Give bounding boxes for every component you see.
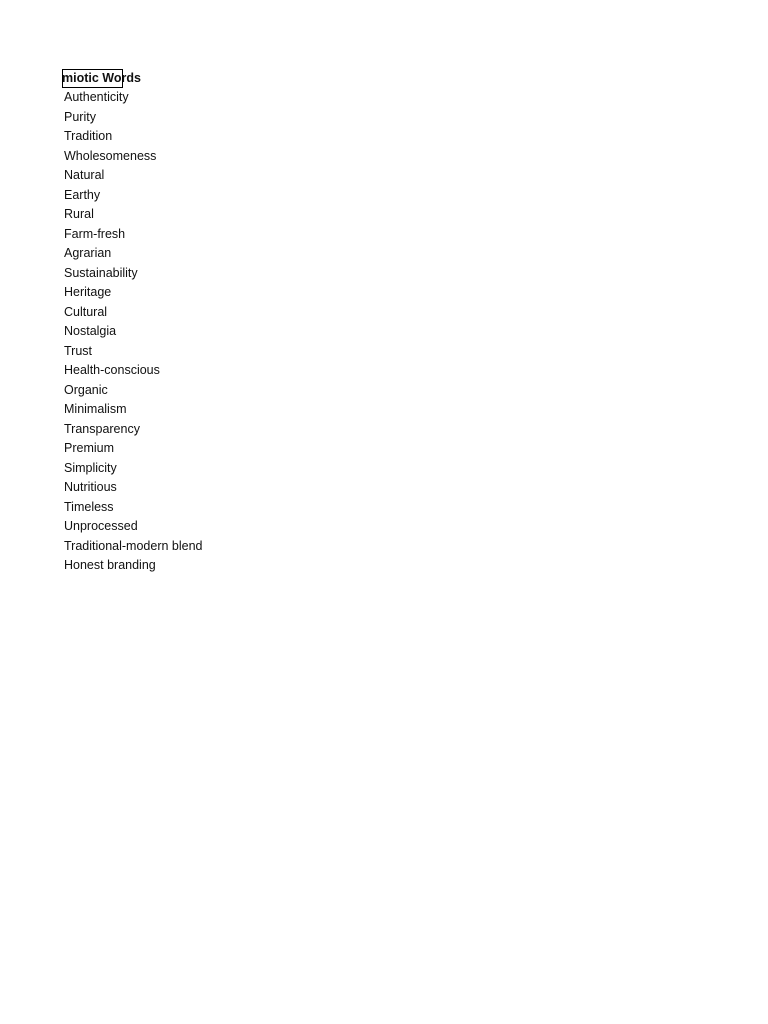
word-cell[interactable]: Cultural [64, 304, 108, 319]
word-cell[interactable]: Traditional-modern blend [64, 538, 203, 553]
word-cell[interactable]: Timeless [64, 499, 114, 514]
word-cell[interactable]: Natural [64, 168, 105, 182]
word-cell[interactable]: Purity [64, 109, 96, 124]
word-cell[interactable]: Health-conscious [64, 363, 160, 377]
word-cell[interactable]: Earthy [64, 187, 101, 202]
spreadsheet-column [64, 68, 724, 576]
word-list [64, 88, 724, 576]
word-cell[interactable]: Simplicity [64, 460, 117, 475]
word-cell[interactable]: Organic [64, 382, 108, 397]
word-cell[interactable]: Wholesomeness [64, 148, 157, 163]
word-cell[interactable]: Rural [64, 207, 94, 221]
word-cell[interactable]: Agrarian [64, 246, 112, 260]
word-cell[interactable]: Tradition [64, 129, 113, 143]
word-cell[interactable]: Transparency [64, 421, 140, 436]
word-cell[interactable]: Unprocessed [64, 519, 138, 533]
word-cell[interactable]: Nutritious [64, 480, 117, 494]
word-cell[interactable]: Authenticity [64, 90, 129, 104]
header-cell[interactable] [64, 68, 724, 88]
word-cell[interactable]: Farm-fresh [64, 226, 126, 241]
word-cell[interactable]: Sustainability [64, 265, 138, 280]
word-cell[interactable]: Premium [64, 441, 115, 455]
word-cell[interactable]: Minimalism [64, 402, 127, 416]
word-cell[interactable]: Heritage [64, 285, 112, 299]
word-cell[interactable]: Trust [64, 343, 93, 358]
column-heading: miotic Words [62, 71, 141, 85]
selected-cell-outline[interactable] [62, 69, 123, 88]
word-cell[interactable]: Honest branding [64, 558, 156, 572]
word-cell[interactable]: Nostalgia [64, 324, 117, 338]
